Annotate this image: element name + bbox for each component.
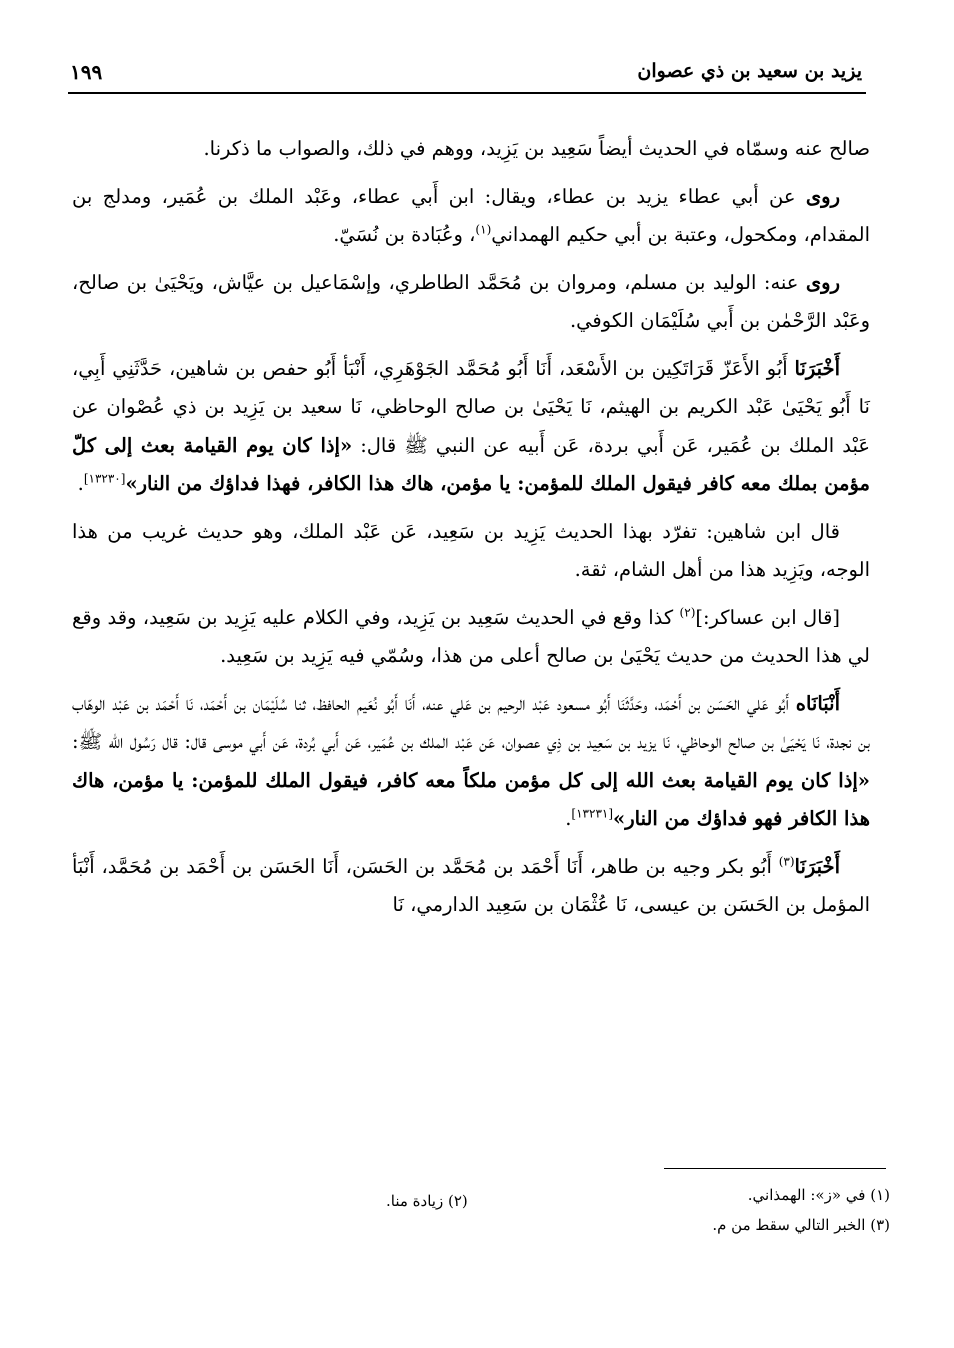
paragraph-tail: . — [565, 807, 572, 830]
footnote-3: (٣) الخبر التالي سقط من م. — [712, 1216, 890, 1234]
paragraph-narrated-from — [72, 178, 870, 255]
paragraph-lead: أَخْبَرَنَا — [794, 854, 840, 878]
paragraph-text: أَبُو الأَعَزّ قَرَاتَكِين بن الأَسْعَد، أَنَا أَبُو مُحَمَّد الجَوْهَرِي، أَنْبَأ أَبُو حفص بن شاهين، حَدَّثَنِي أَبِي، نَا أَبُو يَحْيَىٰ عَبْد الكريم بن الهيثم، نَا يَحْيَىٰ بن صالح الوحاظي، نَا سعيد بن يَزِيد بن ذي عُصْوان عن عَبْد الملك بن عُمَير، عَن أَبي بردة، عَن أَبيه عن النبي ﷺ قال: — [72, 356, 870, 457]
footnote-2: (٢) زيادة منا. — [386, 1192, 468, 1210]
paragraph-hadith-2 — [72, 685, 870, 839]
footnote-ref: (٢) — [679, 605, 696, 619]
hadith-text: «إذا كان يوم القيامة بعث الله إلى كل مؤمن ملكاً معه كافر، فيقول الملك للمؤمن: يا مؤمن، هاك هذا الكافر فهو فداؤك من النار» — [72, 768, 870, 830]
paragraph-text: أَبُو عَلي الحَسَن بن أَحْمَد، وحَدَّثَنَا أَبُو مسعود عَبْد الرحيم بن عَلي عنه، أَنَا أَبُو نُعَيم الحافظ، ثنا سُلَيْمَان بن أَحْمَد، نَا أَحْمَد بن عَبْد الوهّاب بن نجدة، نَا يَحْيَىٰ بن صالح الوحاظي، نَا يزيد بن سَعِيد بن ذِي عصوان، عَن عَبْد الملك بن عُمَير، عَن أَبي بُردة، عَن أَبي موسى قال: قال رَسُول الله ﷺ: — [72, 691, 870, 753]
footnote-1: (١) في «ز»: الهمذاني. — [747, 1186, 890, 1204]
paragraph-text: عن أبي عطاء يزيد بن عطاء، ويقال: ابن أَبي عطاء، وعَبْد الملك بن عُمَير، ومدلج بن المقدام، ومكحول، وعتبة بن أبي حكيم الهمداني — [72, 184, 870, 246]
paragraph-ibn-shahin — [72, 513, 870, 590]
footnote-rule — [664, 1168, 886, 1169]
paragraph-tail: ، وعُبَادة بن نُسَيّ. — [333, 223, 476, 246]
paragraph-text: قال ابن شاهين: تفرّد بهذا الحديث يَزِيد بن سَعِيد، عَن عَبْد الملك، وهو حديث غريب من هذا الوجه، ويَزِيد هذا من أهل الشام، ثقة. — [72, 519, 870, 581]
paragraph-hadith-1 — [72, 350, 870, 504]
paragraph-text: [قال ابن عساكر:] — [695, 605, 840, 629]
footnote-ref: (١) — [475, 222, 492, 237]
footnote-ref: (٣) — [778, 854, 795, 868]
paragraph-lead: أَنْبَانَاه — [795, 691, 840, 715]
hadith-number: [١٣٢٣١] — [571, 806, 614, 821]
paragraph-lead: روى — [805, 270, 840, 294]
hadith-text: «إذا كان يوم القيامة بعث إلى كلّ مؤمن بملك معه كافر فيقول الملك للمؤمن: يا مؤمن، هاك هذا الكافر، فهذا فداؤك من النار» — [72, 433, 870, 495]
paragraph-lead: أَخْبَرَنَا — [794, 356, 840, 380]
paragraph-text: عنه: الوليد بن مسلم، ومروان بن مُحَمَّد الطاطري، وإسْمَاعيل بن عيَّاش، ويَحْيَىٰ بن صالح، وعَبْد الرَّحْمٰن بن أَبي سُلَيْمَان الكوفي. — [72, 270, 870, 332]
header-rule — [68, 92, 866, 94]
paragraph-ibn-asakir — [72, 599, 870, 676]
main-text — [72, 130, 870, 934]
footnotes — [440, 1180, 890, 1240]
paragraph-narrated-by — [72, 264, 870, 341]
hadith-number: [١٣٢٣٠] — [83, 471, 126, 486]
page-number: ١٩٩ — [70, 60, 103, 84]
paragraph-text: صالح عنه وسمّاه في الحديث أيضاً سَعِيد بن يَزِيد، ووهم في ذلك، والصواب ما ذكرنا. — [203, 137, 870, 160]
paragraph-tail: كذا وقع في الحديث سَعِيد بن يَزِيد، وفي الكلام عليه يَزِيد بن سَعِيد، وقد وقع لي هذا الحديث من حديث يَحْيَىٰ بن صالح أعلى من هذا، وسُمّي فيه يَزِيد بن سَعِيد. — [72, 605, 870, 667]
paragraph-continuation — [72, 130, 870, 169]
paragraph-text: أَبُو بكر وجيه بن طاهر، أَنَا أَحْمَد بن مُحَمَّد بن الحَسَن، أَنَا الحَسَن بن أَحْمَد بن مُحَمَّد، أَنْبَأ المؤمل بن الحَسَن بن عيسى، نَا عُثْمَان بن سَعِيد الدارمي، نَا — [72, 854, 870, 916]
paragraph-hadith-3 — [72, 848, 870, 925]
running-header-title: يزيد بن سعيد بن ذي عصوان — [637, 60, 862, 82]
paragraph-lead: روى — [805, 184, 840, 208]
paragraph-tail: . — [77, 472, 84, 495]
